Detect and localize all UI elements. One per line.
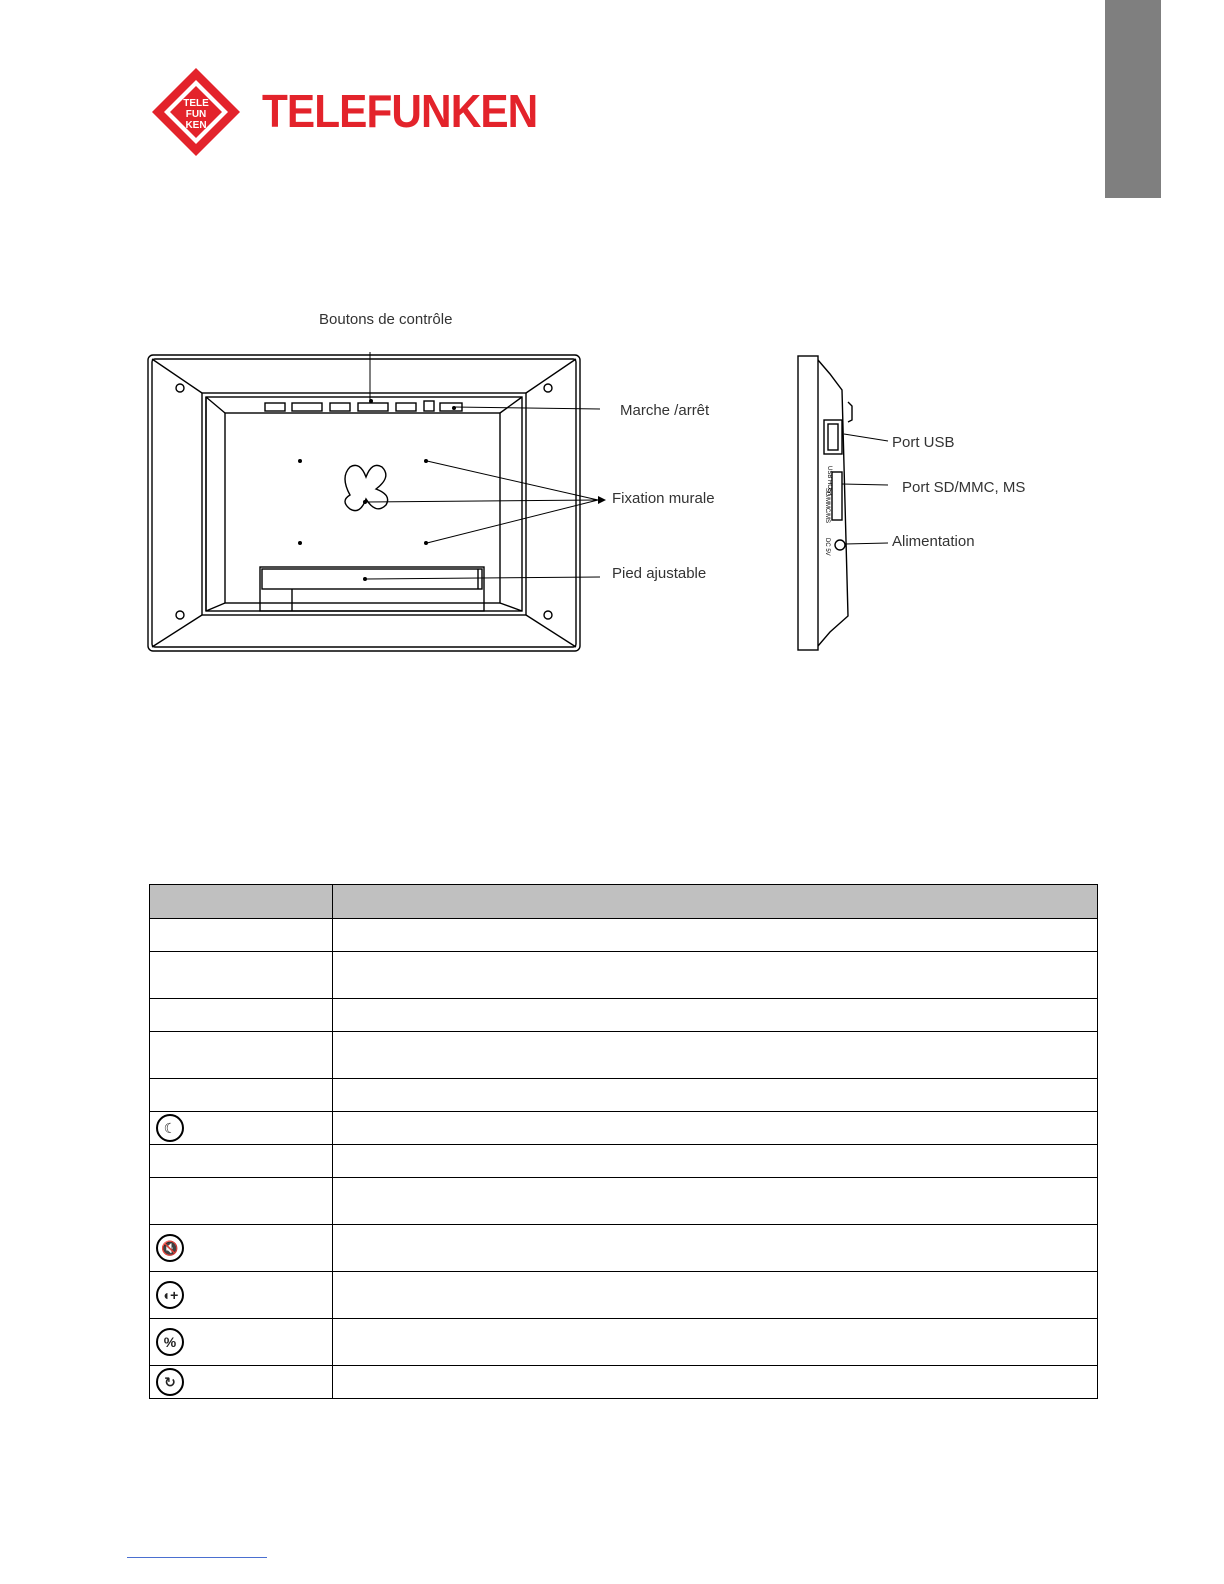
table-row <box>150 1319 1098 1366</box>
table-row <box>150 1178 1098 1225</box>
table-row <box>150 1225 1098 1272</box>
label-control-buttons: Boutons de contrôle <box>319 311 453 328</box>
volume-up-icon: ◖+ <box>156 1281 184 1309</box>
mute-icon: 🔇 <box>156 1234 184 1262</box>
svg-text:SD/MMC/MS: SD/MMC/MS <box>824 488 830 523</box>
table-row <box>150 1079 1098 1112</box>
table-header-cell <box>333 885 1098 919</box>
rotate-icon: ↻ <box>156 1368 184 1396</box>
label-usb-port: Port USB <box>892 434 955 451</box>
table-header-cell <box>150 885 333 919</box>
controls-table <box>149 884 1098 1399</box>
leader-lines <box>0 0 1224 700</box>
svg-text:TELE: TELE <box>183 98 209 109</box>
svg-text:USB HOST: USB HOST <box>826 466 832 497</box>
footer-link-underline <box>127 1557 267 1558</box>
table-row <box>150 919 1098 952</box>
table-row <box>150 1272 1098 1319</box>
label-dc-power: Alimentation <box>892 533 975 550</box>
table-row <box>150 952 1098 999</box>
label-wall-mount: Fixation murale <box>612 490 715 507</box>
table-row <box>150 1366 1098 1399</box>
moon-sleep-icon: ☾ <box>156 1114 184 1142</box>
table-row <box>150 1145 1098 1178</box>
svg-text:FUN: FUN <box>185 109 207 120</box>
table-row <box>150 1112 1098 1145</box>
percent-zoom-icon: % <box>156 1328 184 1356</box>
label-card-port: Port SD/MMC, MS <box>902 479 1026 496</box>
svg-text:DC 5V: DC 5V <box>824 538 830 556</box>
table-row <box>150 999 1098 1032</box>
table-header-row <box>150 885 1098 919</box>
svg-text:KEN: KEN <box>185 120 207 131</box>
label-power: Marche /arrêt <box>620 402 710 419</box>
table-row <box>150 1032 1098 1079</box>
label-stand: Pied ajustable <box>612 565 707 582</box>
brand-name: TELEFUNKEN <box>262 85 538 137</box>
